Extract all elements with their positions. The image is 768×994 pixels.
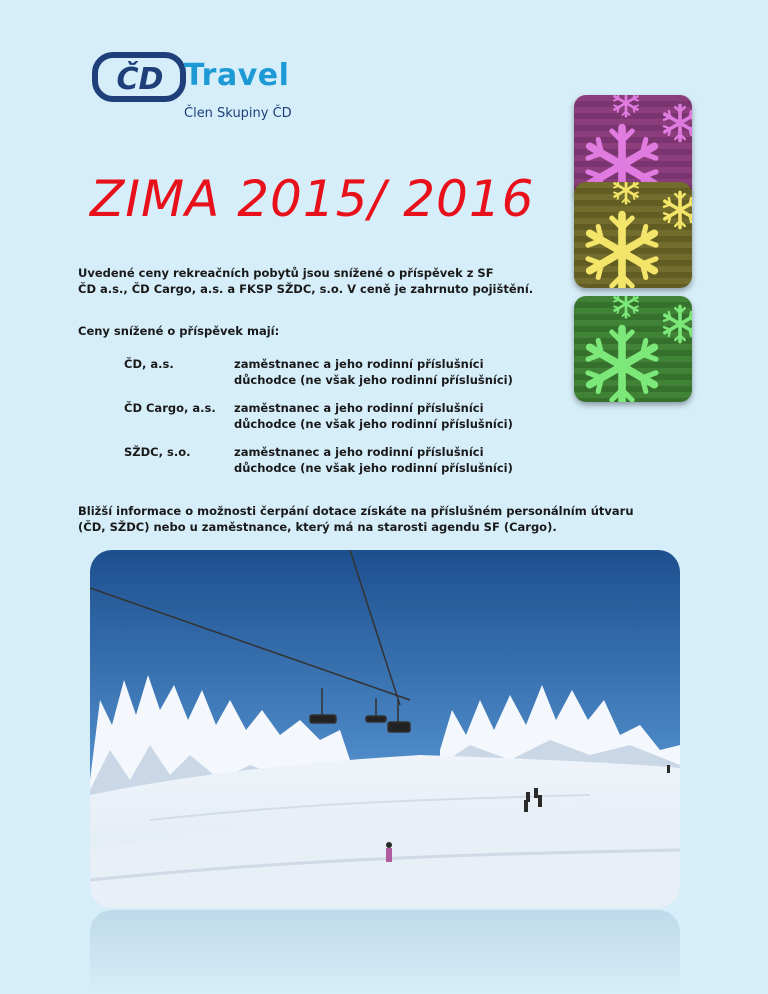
intro-line-2: ČD a.s., ČD Cargo, a.s. a FKSP SŽDC, s.o. V ceně je zahrnuto pojištění. [78, 282, 534, 296]
eligible-heading: Ceny snížené o příspěvek mají: [78, 324, 280, 338]
ski-slope-photo [90, 550, 680, 908]
eligibility-desc-line-2: důchodce (ne však jeho rodinní příslušníci) [234, 461, 513, 475]
snowflake-tile-olive [574, 182, 692, 288]
photo-reflection [90, 910, 680, 994]
brand-tagline: Člen Skupiny ČD [184, 106, 292, 121]
intro-line-1: Uvedené ceny rekreačních pobytů jsou snížené o příspěvek z SF [78, 266, 494, 280]
more-info-text [78, 503, 678, 535]
eligibility-desc-line-1: zaměstnanec a jeho rodinní příslušníci [234, 445, 484, 459]
more-info-line-1: Bližší informace o možnosti čerpání dotace získáte na příslušném personálním útvaru [78, 504, 634, 518]
snowflake-tile-green [574, 296, 692, 402]
eligibility-desc [234, 444, 594, 476]
eligibility-desc [234, 400, 594, 432]
eligibility-desc-line-1: zaměstnanec a jeho rodinní příslušníci [234, 401, 484, 415]
page-title: ZIMA 2015/ 2016 [90, 170, 535, 228]
logo-text: ČD [116, 62, 164, 97]
snowflake-icon [574, 182, 692, 288]
eligibility-desc-line-2: důchodce (ne však jeho rodinní příslušníci) [234, 373, 513, 387]
eligibility-org: ČD, a.s. [124, 357, 174, 371]
snowflake-icon [574, 296, 692, 402]
eligibility-desc [234, 356, 594, 388]
eligibility-desc-line-2: důchodce (ne však jeho rodinní příslušníci) [234, 417, 513, 431]
eligibility-org: ČD Cargo, a.s. [124, 401, 216, 415]
eligibility-desc-line-1: zaměstnanec a jeho rodinní příslušníci [234, 357, 484, 371]
cd-logo-icon [92, 52, 188, 102]
more-info-line-2: (ČD, SŽDC) nebo u zaměstnance, který má na starosti agendu SF (Cargo). [78, 520, 557, 534]
eligibility-org: SŽDC, s.o. [124, 445, 191, 459]
intro-text [78, 265, 598, 297]
brand-name: Travel [184, 58, 290, 93]
